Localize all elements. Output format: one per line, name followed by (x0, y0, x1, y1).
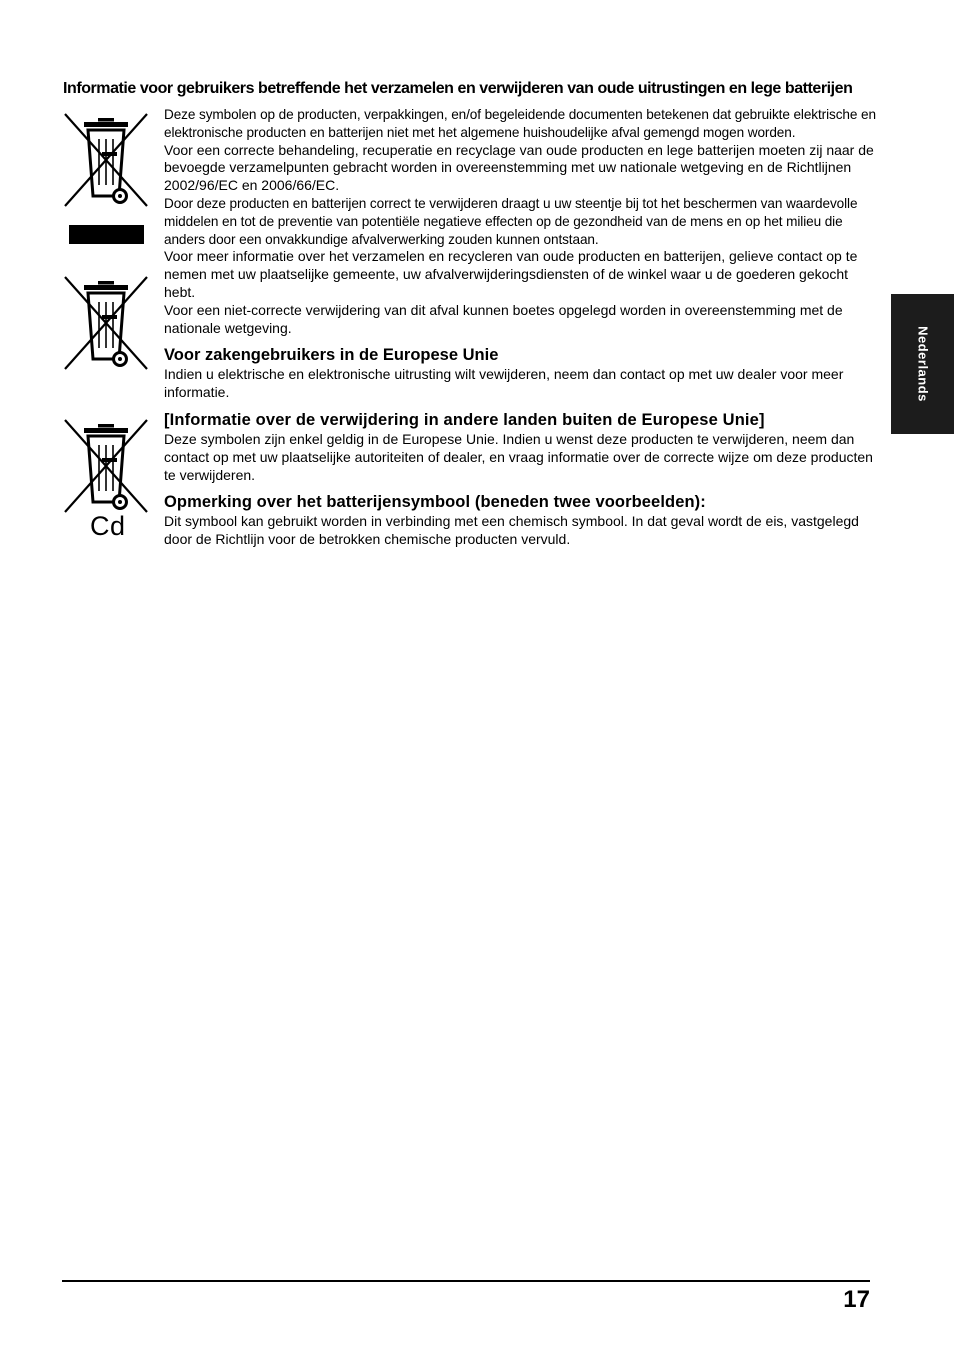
intro-paragraph: Voor een correcte behandeling, recuperatie en recyclage van oude producten en lege batterijen moeten zij naar de bevoegde verzamelpunten gebracht worden in overeenstemming met uw nationale wetgeving en de Richtlijnen 2002/96/EC en 2006/66/EC. (164, 141, 874, 194)
chemical-symbol-label: Cd (90, 511, 126, 541)
business-users-text: Indien u elektrische en elektronische uitrusting wilt vewijderen, neem dan contact op met uw dealer voor meer informatie. (164, 366, 844, 401)
intro-paragraph: Door deze producten en batterijen correct te verwijderen draagt u uw steentje bij tot het beschermen van waardevolle middelen en tot de preventie van potentiële negatieve effecten op de gezondheid van de mens en op het milieu die anders door een onvakkundige afvalverwerking zouden kunnen ontstaan. (164, 195, 858, 247)
language-side-tab-label: Nederlands (915, 326, 930, 402)
language-side-tab (891, 294, 954, 434)
intro-paragraph: Deze symbolen op de producten, verpakkingen, en/of begeleidende documenten betekenen dat gebruikte elektrische en elektronische producten en batterijen niet met het algemene huishoudelijke afval gemengd mogen worden. (164, 107, 876, 140)
outside-eu-text: Deze symbolen zijn enkel geldig in de Europese Unie. Indien u wenst deze producten te verwijderen, neem dan contact op met uw plaatselijke autoriteiten of dealer, en vraag informatie over de correcte wijze om deze producten te verwijderen. (164, 430, 873, 483)
page-number: 17 (843, 1286, 870, 1313)
page-title: Informatie voor gebruikers betreffende het verzamelen en verwijderen van oude uitrustingen en lege batterijen (63, 80, 853, 97)
footer-divider (62, 1280, 870, 1282)
crossed-out-wheeled-bin-icon (62, 274, 150, 372)
battery-symbol-text: Dit symbool kan gebruikt worden in verbinding met een chemisch symbool. In dat geval wordt de eis, vastgelegd door de Richtlijn voor de betrokken chemische producten vervuld. (164, 513, 859, 548)
crossed-out-wheeled-bin-icon (62, 111, 150, 209)
intro-paragraph: Voor meer informatie over het verzamelen en recycleren van oude producten en batterijen, gelieve contact op te nemen met uw plaatselijke gemeente, uw afvalverwijderingsdiensten of de winkel waar u de goederen gekocht hebt. (164, 248, 858, 300)
intro-paragraph: Voor een niet-correcte verwijdering van dit afval kunnen boetes opgelegd worden in overeenstemming met de nationale wetgeving. (164, 301, 843, 336)
content-column (164, 106, 876, 549)
outside-eu-heading: [Informatie over de verwijdering in andere landen buiten de Europese Unie] (164, 410, 765, 429)
business-users-heading: Voor zakengebruikers in de Europese Unie (164, 346, 499, 365)
black-bar-icon (69, 225, 144, 244)
battery-symbol-heading: Opmerking over het batterijensymbool (beneden twee voorbeelden): (164, 493, 706, 512)
crossed-out-wheeled-bin-icon (62, 417, 150, 515)
